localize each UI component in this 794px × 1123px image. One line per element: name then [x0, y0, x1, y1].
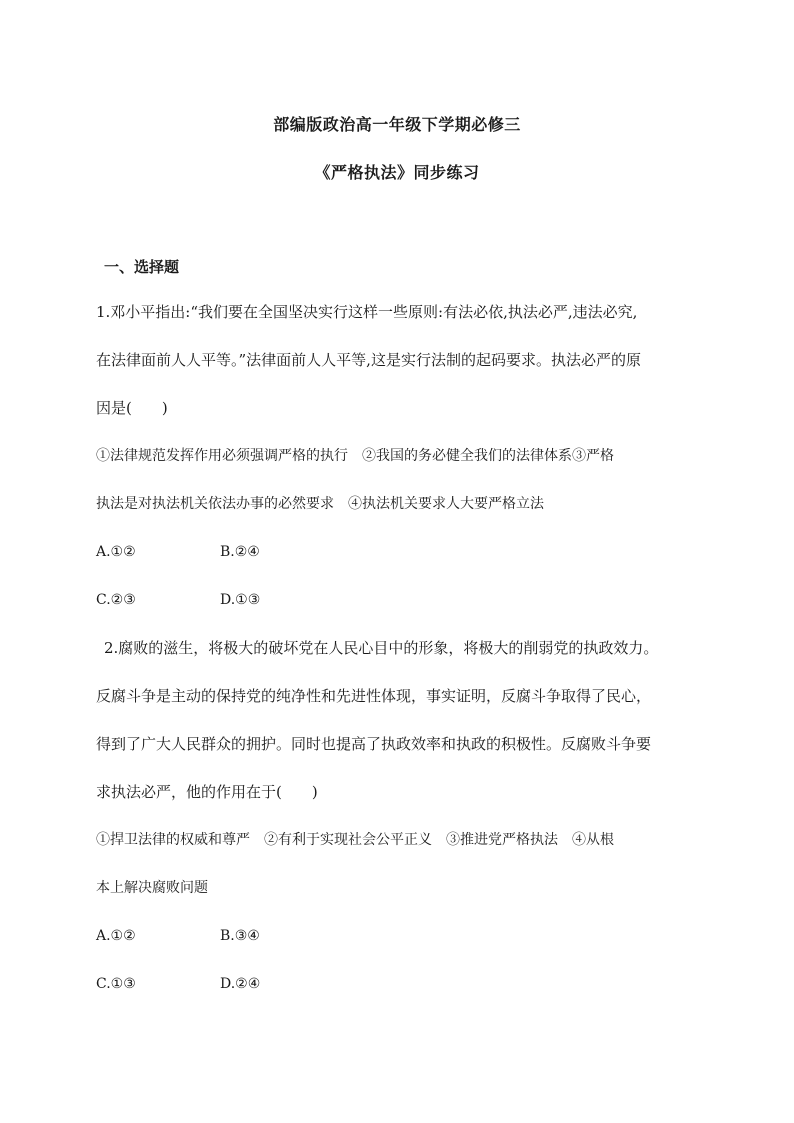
question-1-line-3: 因是( ) [96, 399, 168, 417]
question-1-line-5: 执法是对执法机关依法办事的必然要求 ④执法机关要求人大要严格立法 [96, 496, 544, 512]
question-1-option-a[interactable]: A.①② [96, 544, 136, 560]
question-1-option-d[interactable]: D.①③ [220, 592, 261, 608]
question-1-options-row-2 [96, 590, 260, 610]
section-heading: 一、选择题 [104, 258, 180, 276]
question-2-option-c[interactable]: C.①③ [96, 976, 136, 992]
question-2-line-5: ①捍卫法律的权威和尊严 ②有利于实现社会公平正义 ③推进党严格执法 ④从根 [96, 832, 614, 848]
question-1-option-b[interactable]: B.②④ [220, 544, 260, 560]
question-1-line-4: ①法律规范发挥作用必须强调严格的执行 ②我国的务必健全我们的法律体系③严格 [96, 448, 614, 464]
question-2-option-d[interactable]: D.②④ [220, 976, 261, 992]
question-1-line-1: 1.邓小平指出:“我们要在全国坚决实行这样一些原则:有法必依,执法必严,违法必究, [96, 303, 638, 321]
question-2-line-2: 反腐斗争是主动的保持党的纯净性和先进性体现，事实证明，反腐斗争取得了民心， [96, 687, 652, 705]
document-subtitle: 《严格执法》同步练习 [314, 163, 480, 182]
question-1-options-row-1 [96, 542, 260, 562]
question-2-line-3: 得到了广大人民群众的拥护。同时也提高了执政效率和执政的积极性。反腐败斗争要 [96, 735, 652, 753]
question-1-line-2: 在法律面前人人平等。”法律面前人人平等,这是实行法制的起码要求。执法必严的原 [96, 351, 641, 369]
document-title: 部编版政治高一年级下学期必修三 [273, 115, 521, 134]
question-2-option-b[interactable]: B.③④ [220, 928, 260, 944]
question-2-line-1: 2.腐败的滋生，将极大的破坏党在人民心目中的形象，将极大的削弱党的执政效力。 [104, 639, 659, 657]
question-2-options-row-1 [96, 926, 260, 946]
question-2-options-row-2 [96, 974, 260, 994]
question-1-option-c[interactable]: C.②③ [96, 592, 136, 608]
question-2-line-6: 本上解决腐败问题 [96, 880, 208, 896]
question-2-option-a[interactable]: A.①② [96, 928, 136, 944]
question-2-line-4: 求执法必严，他的作用在于( ) [96, 783, 318, 801]
